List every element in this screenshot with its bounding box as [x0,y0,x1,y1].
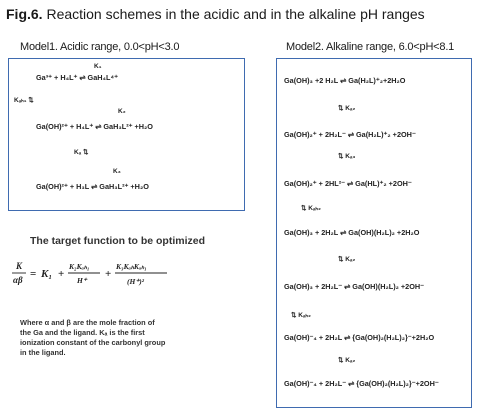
note-line-2: the Ga and the ligand. Kₐ is the first [20,328,145,337]
formula-lhs-denominator: αβ [13,275,23,285]
formula-term3-denominator: (H⁺)² [127,277,145,286]
model1-equation-3: Ga(OH)²⁺ + H₃L ⇌ GaH₃L²⁺ +H₂O [36,182,149,191]
model2-heading: Model2. Alkaline range, 6.0<pH<8.1 [286,41,455,53]
model1-k2: K₂ [118,108,126,115]
formula-equals: = [30,268,37,280]
formula-plus-2: + [105,268,112,280]
figure-label: Fig.6. [6,6,43,22]
model2-equation-1: Ga(OH)₃ +2 H₂L ⇌ Ga(H₂L)⁺₂+2H₂O [284,76,406,85]
formula-term3-numerator: K₃KₐₕKₐₕ₁ [116,262,147,271]
target-formula [10,257,210,297]
model1-k1: K₁ [94,63,102,70]
note-line-4: in the ligand. [20,348,66,357]
model2-equation-6: Ga(OH)⁻₄ + 2H₂L ⇌ {Ga(OH)₂(H₂L)₂}⁻+2H₂O [284,333,435,342]
model2-k-1: ⇅ Kₐ₂ [338,105,356,112]
model2-k-2: ⇅ Kₐ₃ [338,153,356,160]
model2-equation-4: Ga(OH)₃ + 2H₂L ⇌ Ga(OH)(H₂L)₂ +2H₂O [284,228,420,237]
formula-lhs-numerator: K [16,261,23,271]
model1-k3: K₃ [113,168,121,175]
formula-term2-numerator: K₂Kₐₕ₁ [69,262,90,271]
model2-equation-3: Ga(OH)₂⁺ + 2HL²⁻ ⇌ Ga(HL)⁺₂ +2OH⁻ [284,179,412,188]
model1-equation-1: Ga³⁺ + H₄L⁺ ⇌ GaH₄L⁴⁺ [36,73,118,82]
model1-equation-2: Ga(OH)²⁺ + H₄L⁺ ⇌ GaH₃L²⁺ +H₂O [36,122,153,131]
formula-plus-1: + [58,268,65,280]
model2-k-3: ⇅ Kₐₕ₂ [301,205,321,212]
note-line-1: Where α and β are the mole fraction of [20,318,155,327]
figure-caption: Reaction schemes in the acidic and in the alkaline pH ranges [46,6,425,22]
note-line-3: ionization constant of the carbonyl group [20,338,166,347]
target-note [20,318,210,358]
model2-k-5: ⇅ Kₐₕ₂ [291,312,311,319]
model2-k-4: ⇅ Kₐ₂ [338,256,356,263]
formula-term2-denominator: H⁺ [77,276,87,285]
model1-ka: Kₐ ⇅ [74,149,89,156]
model1-heading: Model1. Acidic range, 0.0<pH<3.0 [20,41,180,53]
figure-title [6,6,425,22]
model1-kah1: Kₐₕ₁ ⇅ [14,97,34,104]
target-heading: The target function to be optimized [30,235,205,247]
model2-equation-7: Ga(OH)⁻₄ + 2H₂L⁻ ⇌ {Ga(OH)₂(H₂L)₂}⁻+2OH⁻ [284,379,439,388]
formula-k1: K₁ [41,268,53,280]
model2-k-6: ⇅ Kₐ₂ [338,357,356,364]
model2-equation-5: Ga(OH)₃ + 2H₂L⁻ ⇌ Ga(OH)(H₂L)₂ +2OH⁻ [284,282,425,291]
model2-equation-2: Ga(OH)₂⁺ + 2H₂L⁻ ⇌ Ga(H₂L)⁺₂ +2OH⁻ [284,130,416,139]
